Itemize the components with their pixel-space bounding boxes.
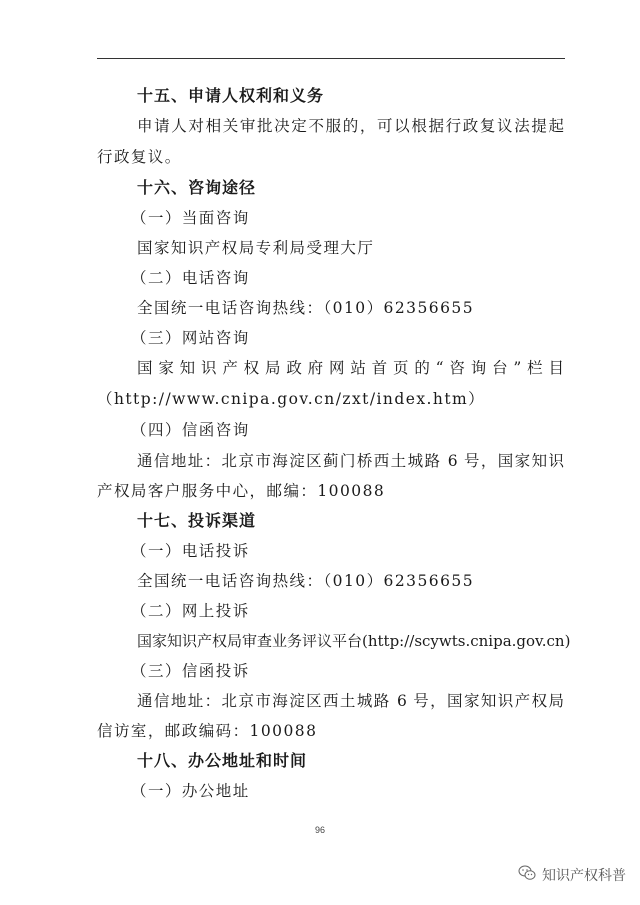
heading-rights-obligations: 十五、申请人权利和义务: [137, 86, 325, 105]
paragraph-line: 国家知识产权局专利局受理大厅: [137, 239, 375, 257]
paragraph-line: 通信地址：北京市海淀区蓟门桥西土城路 6 号，国家知识: [137, 452, 564, 470]
heading-office: 十八、办公地址和时间: [137, 751, 308, 770]
paragraph-line: 信访室，邮政编码：100088: [97, 722, 318, 740]
watermark-text: 知识产权科普: [542, 868, 626, 884]
paragraph-line: 行政复议。: [97, 148, 182, 166]
paragraph-line: 申请人对相关审批决定不服的，可以根据行政复议法提起: [137, 117, 564, 135]
paragraph-line: 国家知识产权局审查业务评议平台(http://scywts.cnipa.gov.cn): [137, 632, 571, 650]
subheading: （一）电话投诉: [131, 542, 250, 560]
page-number: 96: [314, 825, 325, 835]
subheading: （一）当面咨询: [131, 209, 250, 227]
paragraph-line: 通信地址：北京市海淀区西土城路 6 号，国家知识产权局: [137, 692, 564, 710]
subheading: （二）网上投诉: [131, 602, 250, 620]
subheading: （一）办公地址: [131, 782, 250, 800]
subheading: （二）电话咨询: [131, 269, 250, 287]
wechat-icon: [518, 865, 536, 885]
paragraph-line: 全国统一电话咨询热线：（010）62356655: [137, 572, 475, 590]
subheading: （三）信函投诉: [131, 662, 250, 680]
subheading: （四）信函咨询: [131, 421, 250, 439]
paragraph-line: 全国统一电话咨询热线：（010）62356655: [137, 299, 475, 317]
heading-complaint: 十七、投诉渠道: [137, 511, 257, 530]
watermark: [518, 865, 626, 885]
paragraph-line: 产权局客户服务中心，邮编：100088: [97, 482, 386, 500]
paragraph-line: 国家知识产权局政府网站首页的“咨询台”栏目: [137, 359, 564, 377]
paragraph-line: （http://www.cnipa.gov.cn/zxt/index.htm）: [97, 390, 486, 408]
subheading: （三）网站咨询: [131, 329, 250, 347]
header-rule: [97, 58, 565, 59]
heading-consultation: 十六、咨询途径: [137, 178, 257, 197]
